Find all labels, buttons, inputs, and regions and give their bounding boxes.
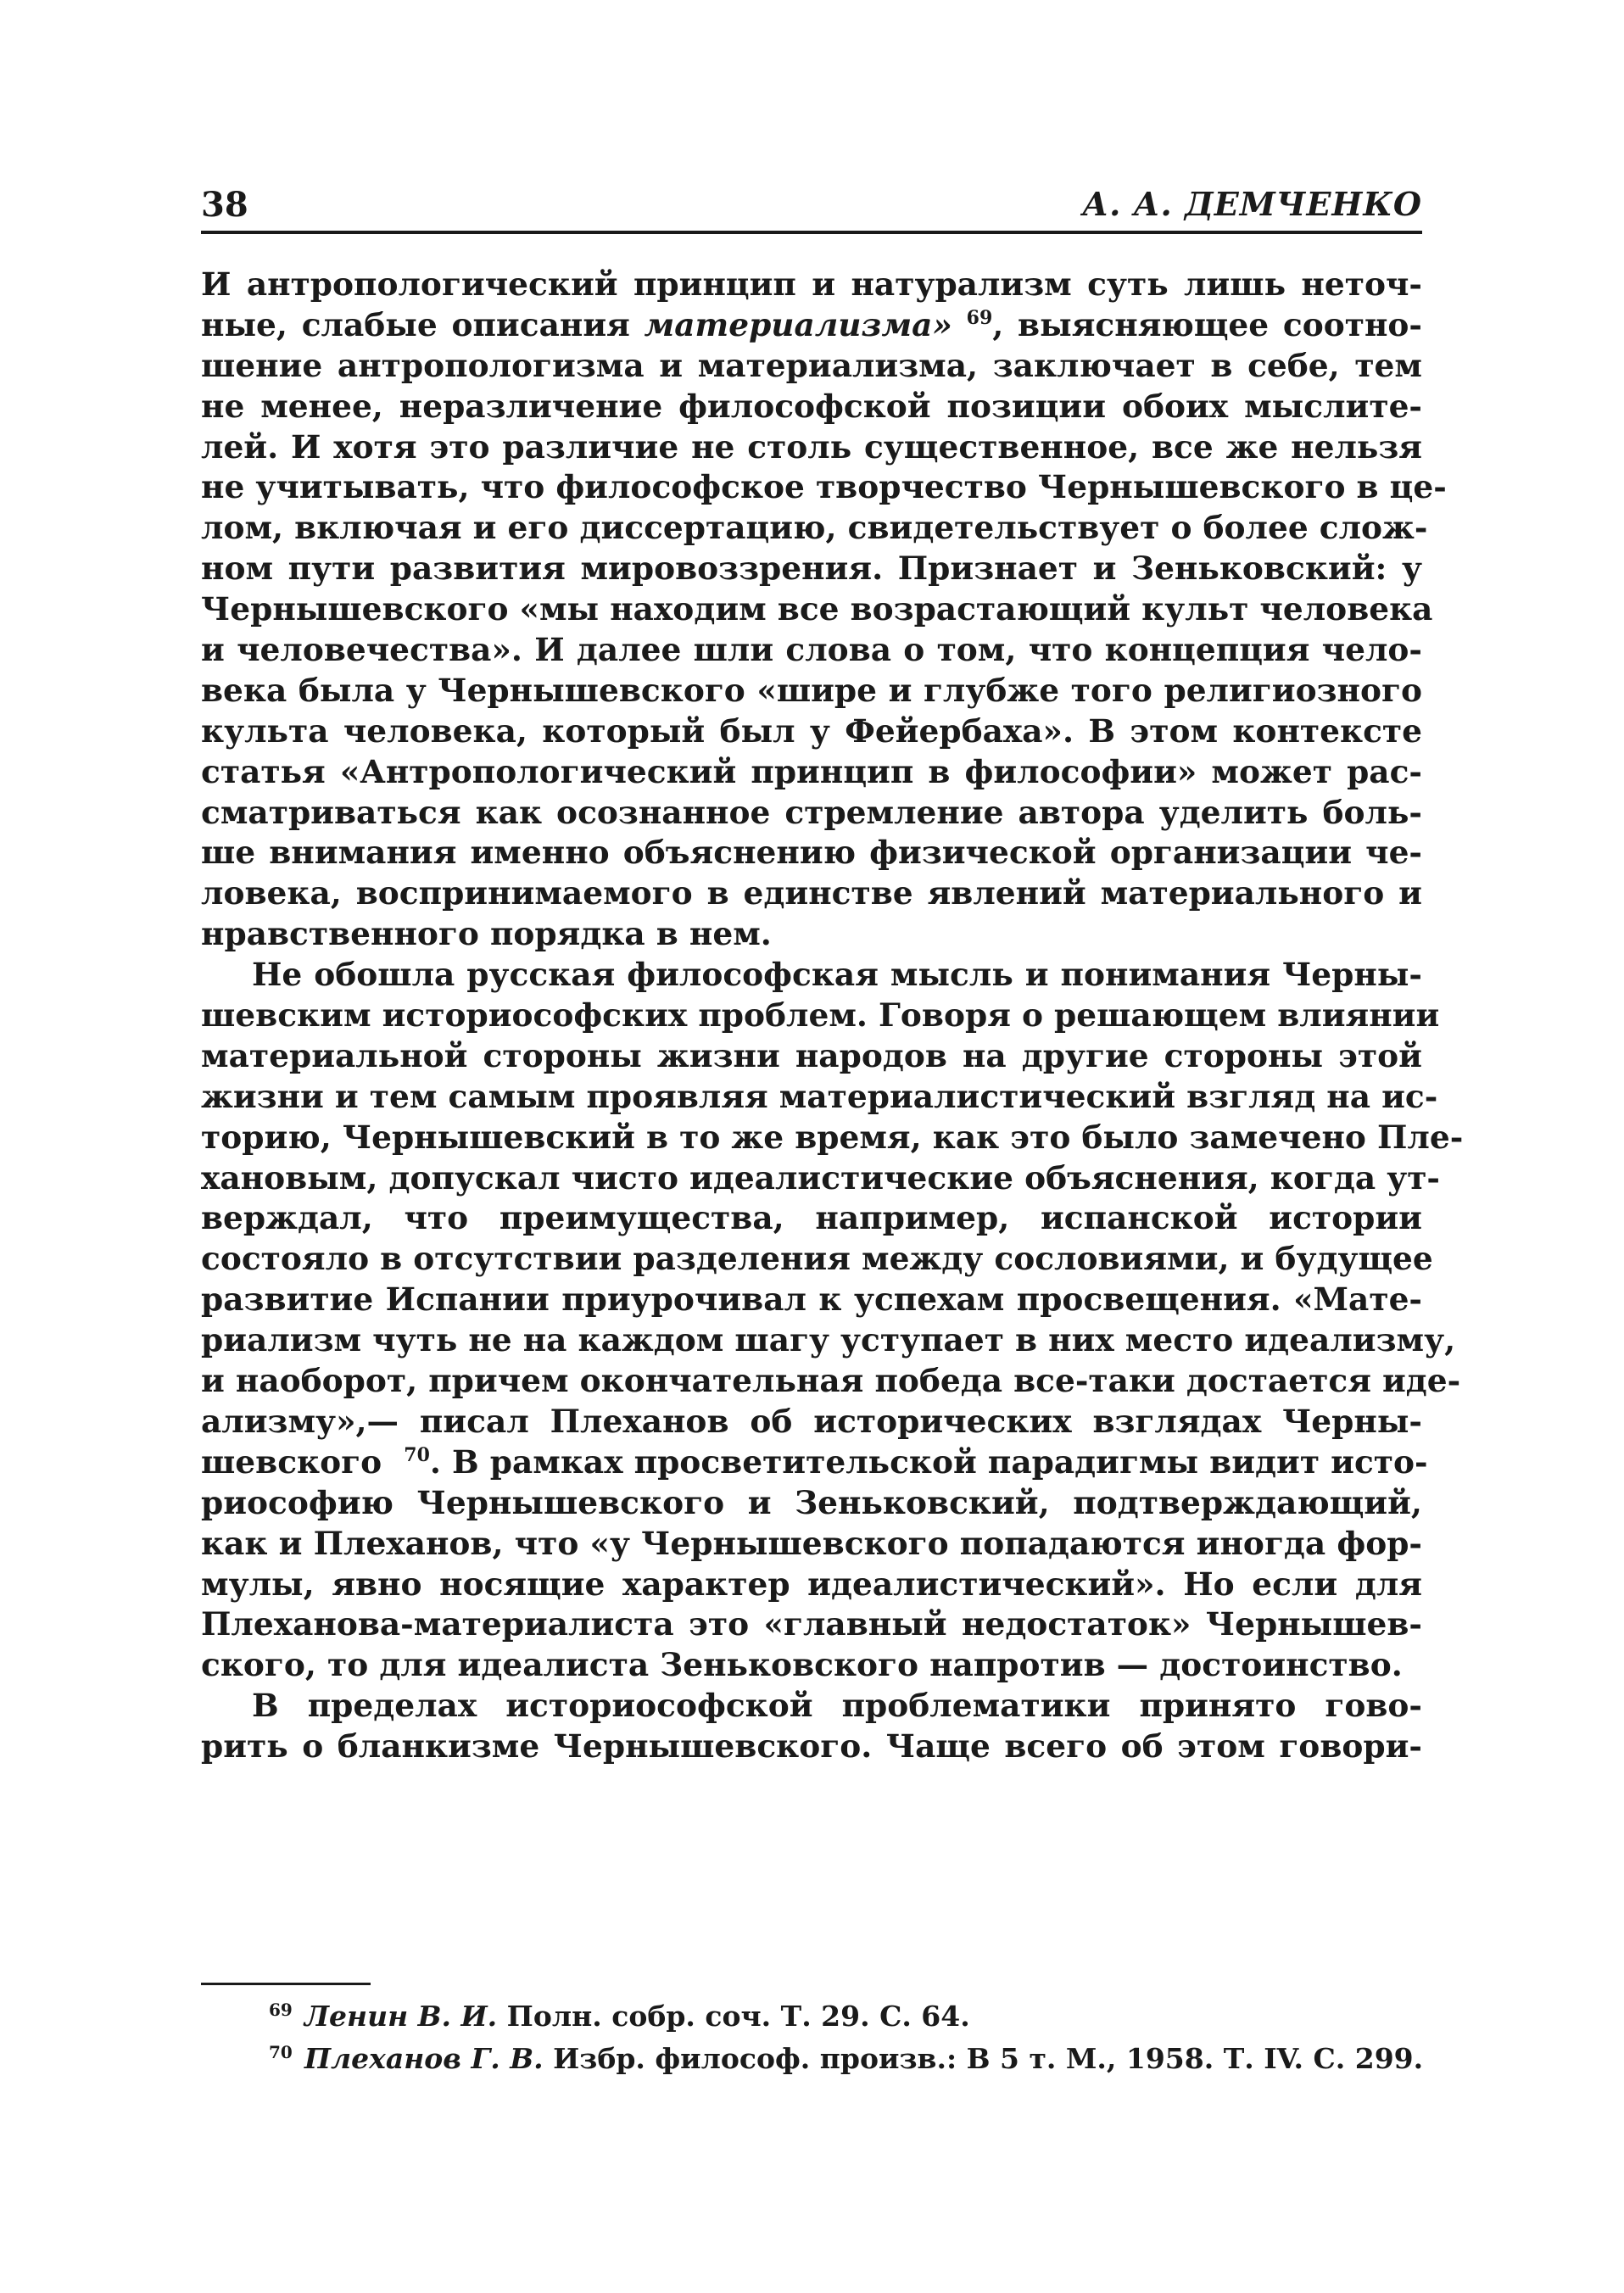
footnote-number: 70	[269, 2042, 293, 2062]
text-line: шение антропологизма и материализма, заключает в себе, тем	[201, 346, 1422, 384]
italic-quote: материализма»	[644, 305, 952, 343]
text-line: лом, включая и его диссертацию, свидетельствует о более слож-	[201, 509, 1428, 547]
text-line: ского, то для идеалиста Зеньковского напротив — достоинство.	[201, 1646, 1403, 1684]
text-line: ном пути развития мировоззрения. Признает и Зеньковский: у	[201, 550, 1422, 588]
text-line: В пределах историософской проблематики принято гово-	[252, 1687, 1422, 1725]
text-line: Не обошла русская философская мысль и понимания Черны-	[252, 956, 1422, 994]
footnote-separator	[201, 1983, 371, 1985]
text-line: верждал, что преимущества, например, испанской истории	[201, 1199, 1422, 1237]
footnote	[201, 1995, 1422, 2038]
text-line: нравственного порядка в нем.	[201, 915, 772, 953]
text-line: не учитывать, что философское творчество Чернышевского в це-	[201, 468, 1447, 506]
text-line	[201, 1442, 1428, 1483]
footnote-reference[interactable]: 70	[404, 1443, 430, 1466]
text-line: культа человека, который был у Фейербаха». В этом контексте	[201, 711, 1422, 750]
text-line: материальной стороны жизни народов на другие стороны этой	[201, 1036, 1422, 1074]
header-rule	[201, 231, 1422, 234]
footnote-author: Плеханов Г. В.	[304, 2042, 544, 2075]
text-line: ализму»,— писал Плеханов об исторических взглядах Черны-	[201, 1402, 1422, 1440]
text-line: не менее, неразличение философской позиции обоих мыслите-	[201, 387, 1422, 425]
text-line: века была у Чернышевского «шире и глубже того религиозного	[201, 671, 1422, 709]
line-segment: ные, слабые описания	[201, 305, 645, 343]
text-line: развитие Испании приурочивал к успехам просвещения. «Мате-	[201, 1280, 1422, 1319]
text-line: хановым, допускал чисто идеалистические объяснения, когда ут-	[201, 1158, 1440, 1197]
text-line: сматриваться как осознанное стремление автора уделить боль-	[201, 793, 1422, 831]
line-segment: . В рамках просветительской парадигмы видит исто-	[429, 1442, 1428, 1481]
text-line: ше внимания именно объяснению физической организации че-	[201, 834, 1422, 872]
text-line: и наоборот, причем окончательная победа все-таки достается иде-	[201, 1362, 1461, 1400]
running-head-author: А. А. ДЕМЧЕНКО	[1082, 185, 1422, 223]
footnote-text: Полн. собр. соч. Т. 29. С. 64.	[506, 2000, 970, 2033]
text-line: торию, Чернышевский в то же время, как это было замечено Пле-	[201, 1118, 1464, 1156]
text-line: статья «Антропологический принцип в философии» может рас-	[201, 752, 1422, 790]
text-line: риализм чуть не на каждом шагу уступает в них место идеализму,	[201, 1321, 1456, 1359]
footnote-author: Ленин В. И.	[304, 2000, 498, 2033]
text-line	[201, 305, 1422, 346]
text-line: лей. И хотя это различие не столь существенное, все же нельзя	[201, 427, 1422, 466]
text-line: жизни и тем самым проявляя материалистический взгляд на ис-	[201, 1077, 1438, 1115]
text-line: и человечества». И далее шли слова о том, что концепция чело-	[201, 631, 1422, 669]
footnote-number: 69	[269, 2000, 293, 2020]
footnote	[201, 2038, 1422, 2080]
text-line: Плеханова-материалиста это «главный недостаток» Чернышев-	[201, 1605, 1422, 1643]
text-line: состояло в отсутствии разделения между сословиями, и будущее	[201, 1240, 1433, 1278]
footnote-text: Избр. философ. произв.: В 5 т. М., 1958. Т. IV. С. 299.	[553, 2042, 1424, 2075]
text-line: риософию Чернышевского и Зеньковский, подтверждающий,	[201, 1483, 1422, 1521]
line-segment: , выясняющее соотно-	[992, 305, 1422, 343]
page-header	[201, 185, 1422, 229]
line-segment: шевского	[201, 1442, 393, 1481]
text-line: Чернышевского «мы находим все возрастающий культ человека	[201, 590, 1433, 628]
text-line: мулы, явно носящие характер идеалистический». Но если для	[201, 1565, 1422, 1603]
text-line: ловека, воспринимаемого в единстве явлений материального и	[201, 874, 1422, 912]
footnote-reference[interactable]: 69	[966, 306, 993, 329]
text-line: И антропологический принцип и натурализм суть лишь неточ-	[201, 265, 1422, 303]
text-line: шевским историософских проблем. Говоря о решающем влиянии	[201, 996, 1440, 1035]
footnotes	[201, 1995, 1422, 2080]
page-number: 38	[201, 185, 248, 225]
text-line: как и Плеханов, что «у Чернышевского попадаются иногда фор-	[201, 1524, 1422, 1562]
body-text	[201, 265, 1464, 1767]
text-line: рить о бланкизме Чернышевского. Чаще всего об этом говори-	[201, 1727, 1422, 1766]
